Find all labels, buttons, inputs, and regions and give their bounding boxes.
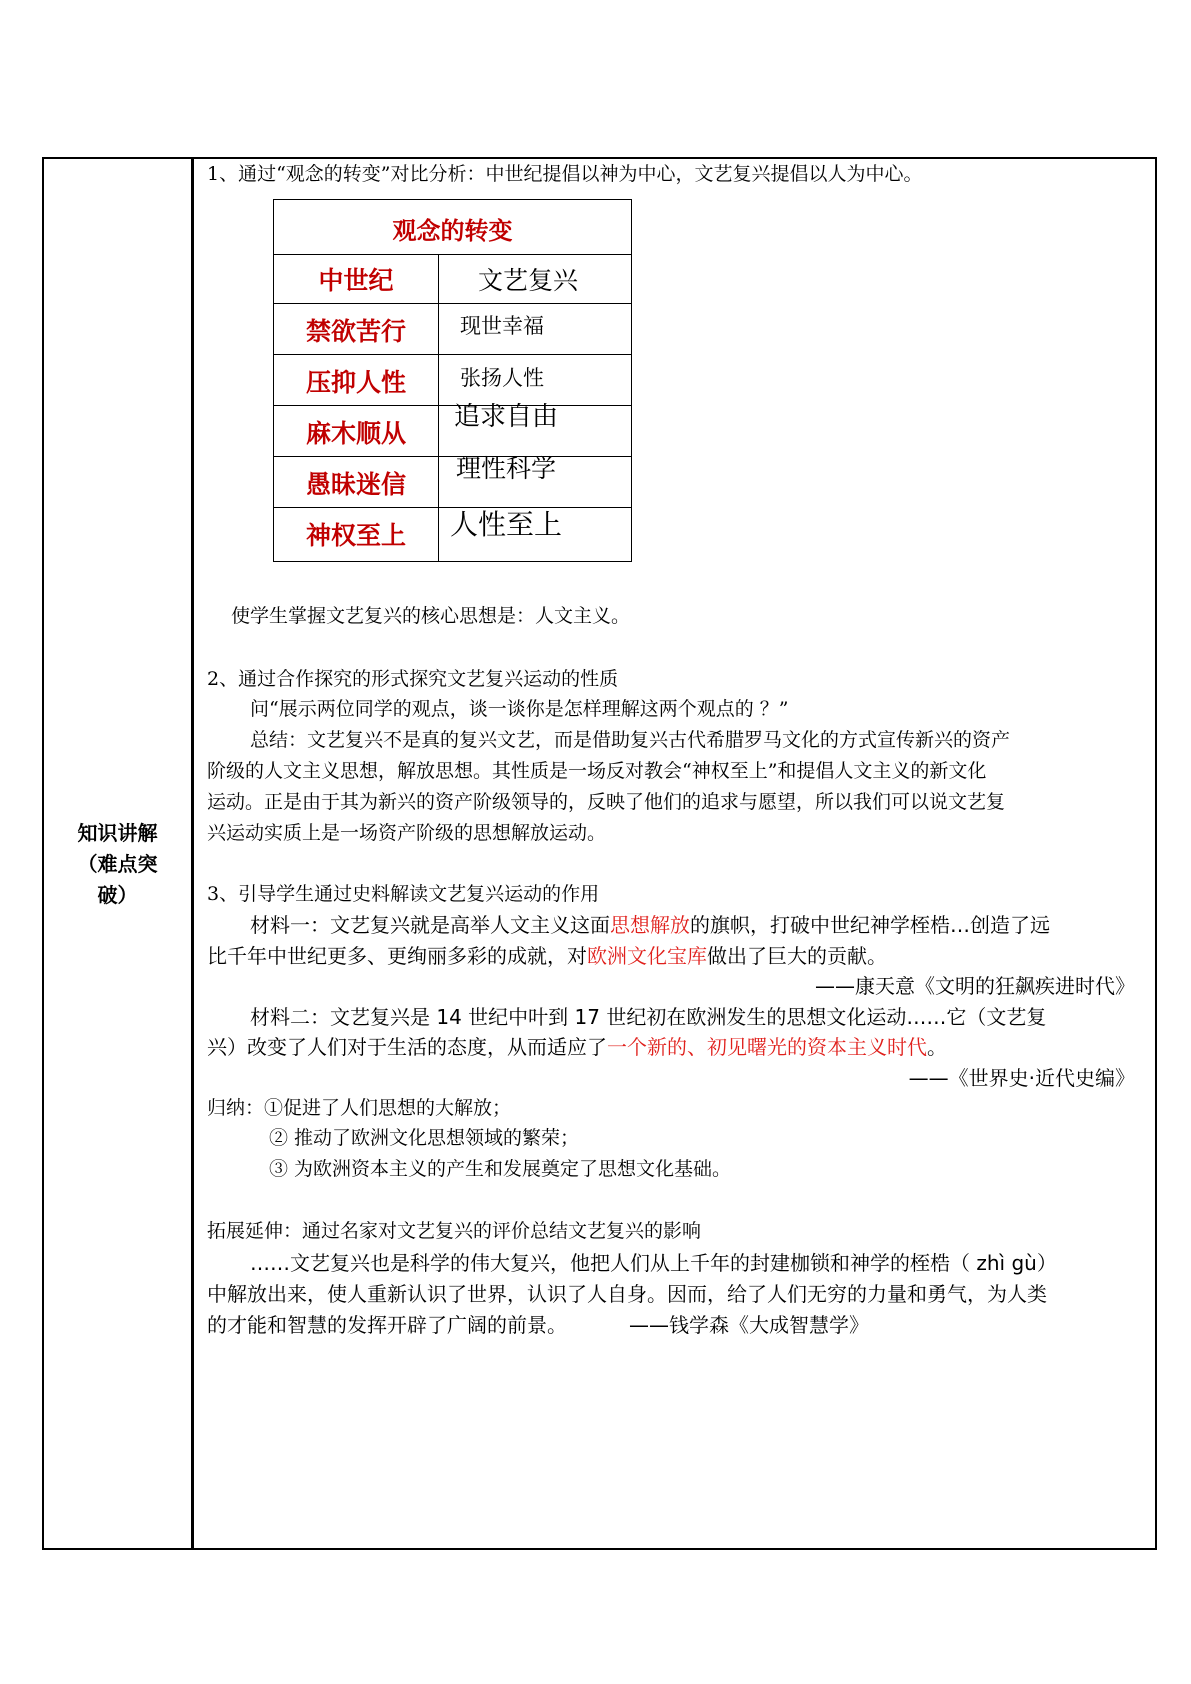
medieval-value: 愚昧迷信 [305,470,406,499]
medieval-value: 神权至上 [305,521,406,550]
comparison-row [274,402,631,457]
highlight-text: 欧洲文化宝库 [587,944,707,968]
renaissance-value: 张扬人性 [460,366,544,390]
section1-intro: 1、通过“观念的转变”对比分析：中世纪提倡以神为中心，文艺复兴提倡以人为中心。 [207,163,923,185]
summary-point: ③ 为欧洲资本主义的产生和发展奠定了思想文化基础。 [269,1158,732,1180]
renaissance-value: 现世幸福 [460,314,544,338]
section2-question: 问“展示两位同学的观点，谈一谈你是怎样理解这两个观点的 ？” [250,698,789,720]
lesson-table [42,157,1157,1550]
text-span: 。 [927,1035,947,1059]
comparison-row [274,508,631,561]
medieval-value: 压抑人性 [305,368,406,397]
summary-point: ② 推动了欧洲文化思想领域的繁荣； [269,1127,580,1149]
comparison-table-title-row [274,200,631,255]
medieval-value: 麻木顺从 [305,419,406,448]
summary-point: 归纳：①促进了人们思想的大解放； [207,1097,512,1119]
extension-heading: 拓展延伸：通过名家对文艺复兴的评价总结文艺复兴的影响 [207,1220,702,1242]
section1-conclusion: 使学生掌握文艺复兴的核心思想是：人文主义。 [231,605,631,627]
comparison-row [274,355,631,406]
extension-line-3 [207,1309,869,1338]
material-1-source: ——康天意《文明的狂飙疾进时代》 [815,974,1135,998]
extension-line: 中解放出来，使人重新认识了世界，认识了人自身。因而，给了人们无穷的力量和勇气，为人类 [207,1282,1047,1306]
extension-source: ——钱学森《大成智慧学》 [629,1313,869,1337]
summary-line: 兴运动实质上是一场资产阶级的思想解放运动。 [207,822,607,844]
section3-heading: 3、引导学生通过史料解读文艺复兴运动的作用 [207,883,600,905]
material-2-source: ——《世界史·近代史编》 [908,1066,1135,1090]
renaissance-value: 理性科学 [456,454,557,483]
comparison-table-title: 观念的转变 [392,216,513,245]
header-renaissance: 文艺复兴 [478,266,579,295]
content-column [197,159,1155,1548]
section-label-line: （难点突 [77,852,158,876]
header-medieval: 中世纪 [318,266,394,295]
section-label-line: 破） [97,883,138,907]
comparison-row [274,304,631,355]
material-1-line-2 [207,940,887,969]
comparison-row [274,454,631,508]
material-2-line-1: 材料二：文艺复兴是 14 世纪中叶到 17 世纪初在欧洲发生的思想文化运动……它（文艺复 [250,1005,1047,1029]
text-span: 比千年中世纪更多、更绚丽多彩的成就，对 [207,944,587,968]
summary-line: 总结：文艺复兴不是真的复兴文艺，而是借助复兴古代希腊罗马文化的方式宣传新兴的资产 [250,729,1011,751]
material-1-line-1 [250,909,1050,938]
highlight-text: 一个新的、初见曙光的资本主义时代 [607,1035,927,1059]
renaissance-value: 追求自由 [454,402,559,432]
section-label-line: 知识讲解 [77,821,158,845]
text-span: 的旗帜，打破中世纪神学桎梏…创造了远 [690,913,1050,937]
text-span: 材料一：文艺复兴就是高举人文主义这面 [250,913,610,937]
section2-heading: 2、通过合作探究的形式探究文艺复兴运动的性质 [207,668,619,690]
medieval-value: 禁欲苦行 [305,317,406,346]
comparison-header-row [274,255,631,304]
summary-line: 运动。正是由于其为新兴的资产阶级领导的，反映了他们的追求与愿望，所以我们可以说文艺复 [207,791,1006,813]
label-column [44,159,194,1548]
extension-line: ……文艺复兴也是科学的伟大复兴，他把人们从上千年的封建枷锁和神学的桎梏（ zhì gù） [250,1251,1057,1275]
material-2-line-2 [207,1031,947,1060]
section-label [44,818,191,911]
comparison-table [273,199,632,562]
highlight-text: 思想解放 [610,913,690,937]
text-span: 兴）改变了人们对于生活的态度，从而适应了 [207,1035,607,1059]
text-span: 的才能和智慧的发挥开辟了广阔的前景。 [207,1313,567,1337]
summary-line: 阶级的人文主义思想，解放思想。其性质是一场反对教会“神权至上”和提倡人文主义的新文化 [207,760,987,782]
renaissance-value: 人性至上 [450,508,563,541]
text-span: 做出了巨大的贡献。 [707,944,887,968]
